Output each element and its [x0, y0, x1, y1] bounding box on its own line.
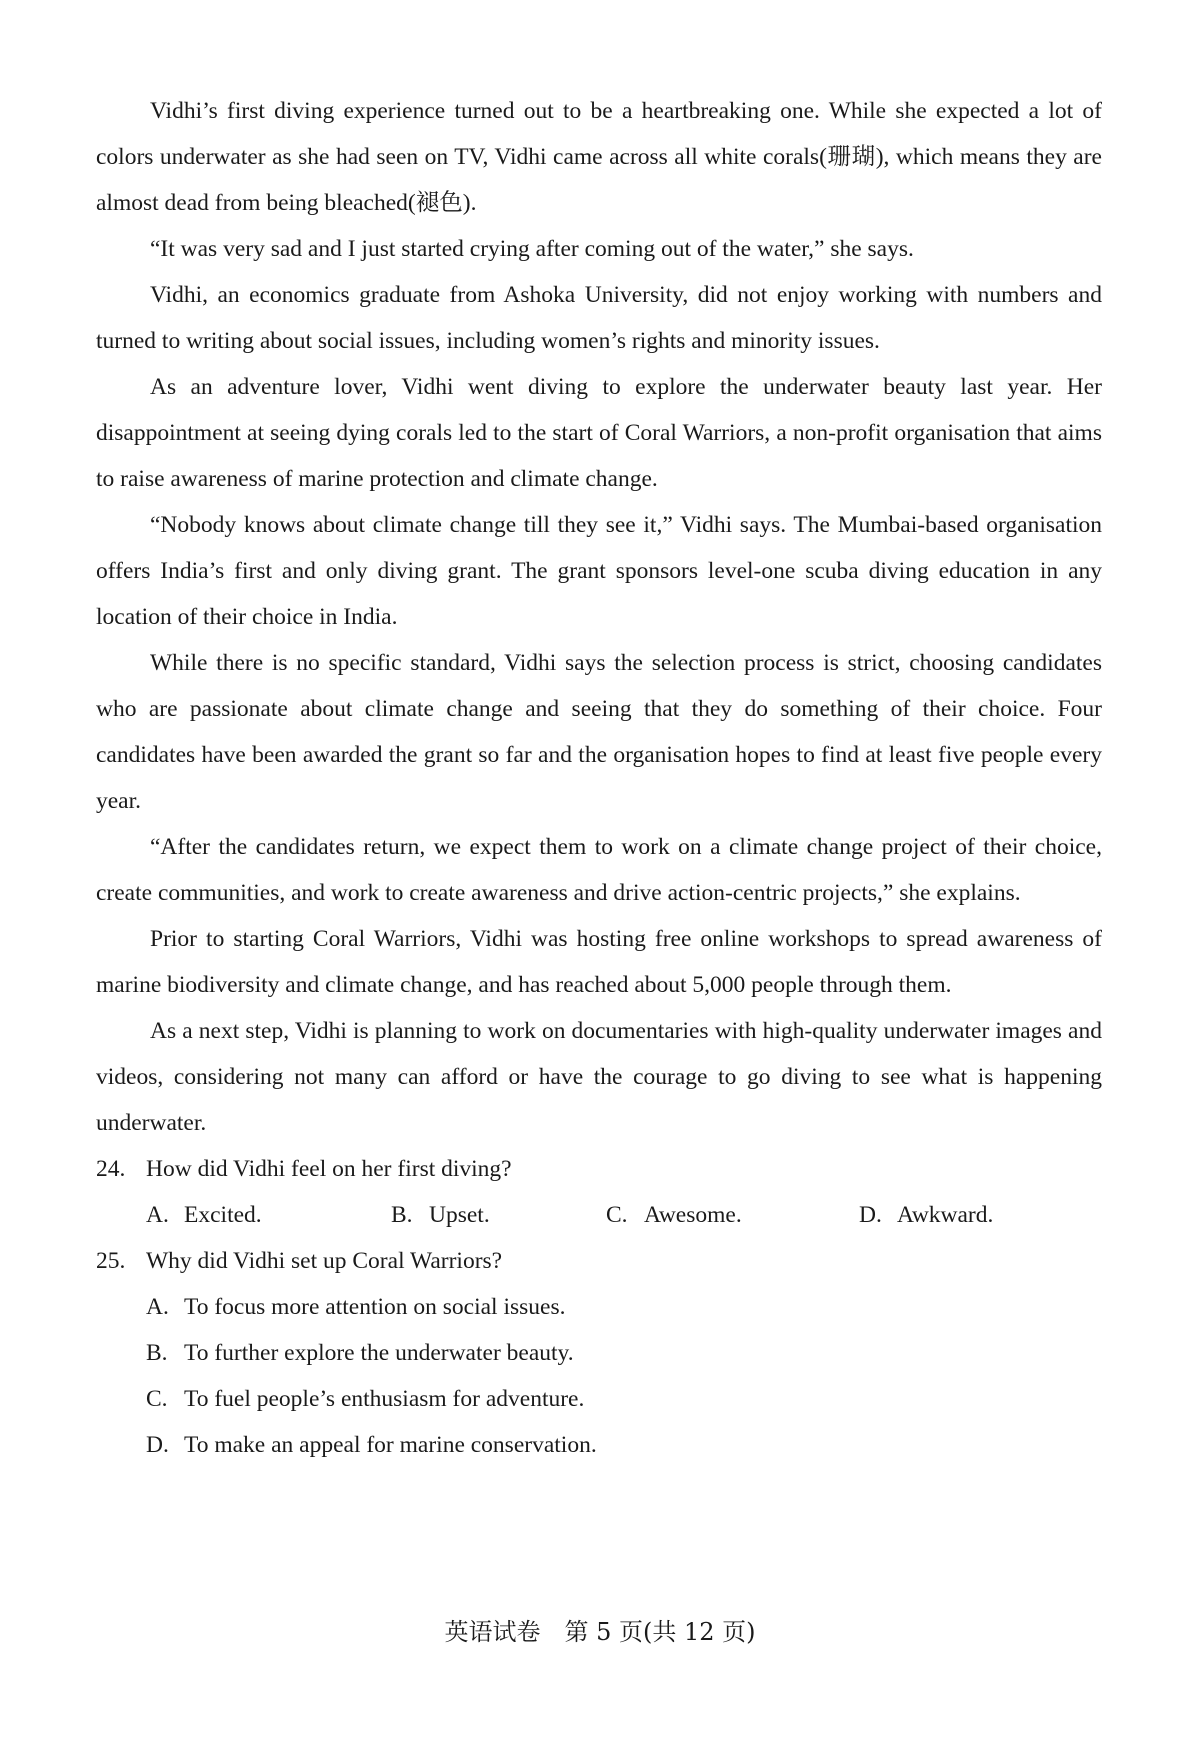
- question-number: 25.: [96, 1248, 126, 1274]
- passage-paragraph: “It was very sad and I just started crying after coming out of the water,” she says.: [150, 236, 914, 262]
- option-c: [96, 1376, 1102, 1422]
- option-a: [96, 1284, 1102, 1330]
- option-letter: D.: [146, 1432, 169, 1458]
- option-d: [859, 1192, 1059, 1238]
- option-letter: D.: [859, 1202, 882, 1228]
- option-a: [146, 1192, 391, 1238]
- question-25: [96, 1238, 1102, 1468]
- option-letter: C.: [606, 1202, 628, 1228]
- option-c: [606, 1192, 859, 1238]
- option-letter: A.: [146, 1294, 169, 1320]
- question-stem: [96, 1238, 1102, 1284]
- reading-passage: [96, 88, 1102, 1146]
- option-text: To fuel people’s enthusiasm for adventure.: [184, 1386, 585, 1412]
- answer-options: [96, 1284, 1102, 1468]
- option-text: To make an appeal for marine conservation.: [184, 1432, 597, 1458]
- exam-page: [96, 88, 1102, 1468]
- passage-paragraph: Prior to starting Coral Warriors, Vidhi was hosting free online workshops to spread awareness of marine biodiversity and climate change, and has reached about 5,000 people through them.: [96, 926, 1102, 998]
- answer-options: [96, 1192, 1102, 1238]
- option-text: Awesome.: [644, 1202, 742, 1228]
- question-text: Why did Vidhi set up Coral Warriors?: [146, 1248, 503, 1274]
- option-text: Upset.: [429, 1202, 490, 1228]
- passage-paragraph: Vidhi, an economics graduate from Ashoka University, did not enjoy working with numbers and turned to writing about social issues, including women’s rights and minority issues.: [96, 282, 1102, 354]
- option-text: To further explore the underwater beauty.: [184, 1340, 574, 1366]
- option-text: Awkward.: [897, 1202, 994, 1228]
- option-b: [391, 1192, 606, 1238]
- option-b: [96, 1330, 1102, 1376]
- passage-paragraph: Vidhi’s first diving experience turned out to be a heartbreaking one. While she expected a lot of colors underwater as she had seen on TV, Vidhi came across all white corals(珊瑚), which means they are almost dead from being bleached(褪色).: [96, 98, 1102, 216]
- question-text: How did Vidhi feel on her first diving?: [146, 1156, 512, 1182]
- option-text: Excited.: [184, 1202, 262, 1228]
- option-text: To focus more attention on social issues.: [184, 1294, 566, 1320]
- question-stem: [96, 1146, 1102, 1192]
- passage-paragraph: As a next step, Vidhi is planning to work on documentaries with high-quality underwater images and videos, considering not many can afford or have the courage to go diving to see what is happening underwater.: [96, 1018, 1102, 1136]
- option-letter: B.: [391, 1202, 413, 1228]
- option-letter: B.: [146, 1340, 168, 1366]
- passage-paragraph: “Nobody knows about climate change till they see it,” Vidhi says. The Mumbai-based organisation offers India’s first and only diving grant. The grant sponsors level-one scuba diving education in any location of their choice in India.: [96, 512, 1102, 630]
- option-d: [96, 1422, 1102, 1468]
- option-letter: C.: [146, 1386, 168, 1412]
- page-footer: 英语试卷 第 5 页(共 12 页): [444, 1618, 756, 1646]
- question-24: [96, 1146, 1102, 1238]
- option-letter: A.: [146, 1202, 169, 1228]
- passage-paragraph: While there is no specific standard, Vidhi says the selection process is strict, choosing candidates who are passionate about climate change and seeing that they do something of their choice. Four candidates have been awarded the grant so far and the organisation hopes to find at least five people every year.: [96, 650, 1102, 814]
- passage-paragraph: As an adventure lover, Vidhi went diving to explore the underwater beauty last year. Her disappointment at seeing dying corals led to the start of Coral Warriors, a non-profit organisation that aims to raise awareness of marine protection and climate change.: [96, 374, 1102, 492]
- passage-paragraph: “After the candidates return, we expect them to work on a climate change project of their choice, create communities, and work to create awareness and drive action-centric projects,” she explains.: [96, 834, 1102, 906]
- question-number: 24.: [96, 1156, 126, 1182]
